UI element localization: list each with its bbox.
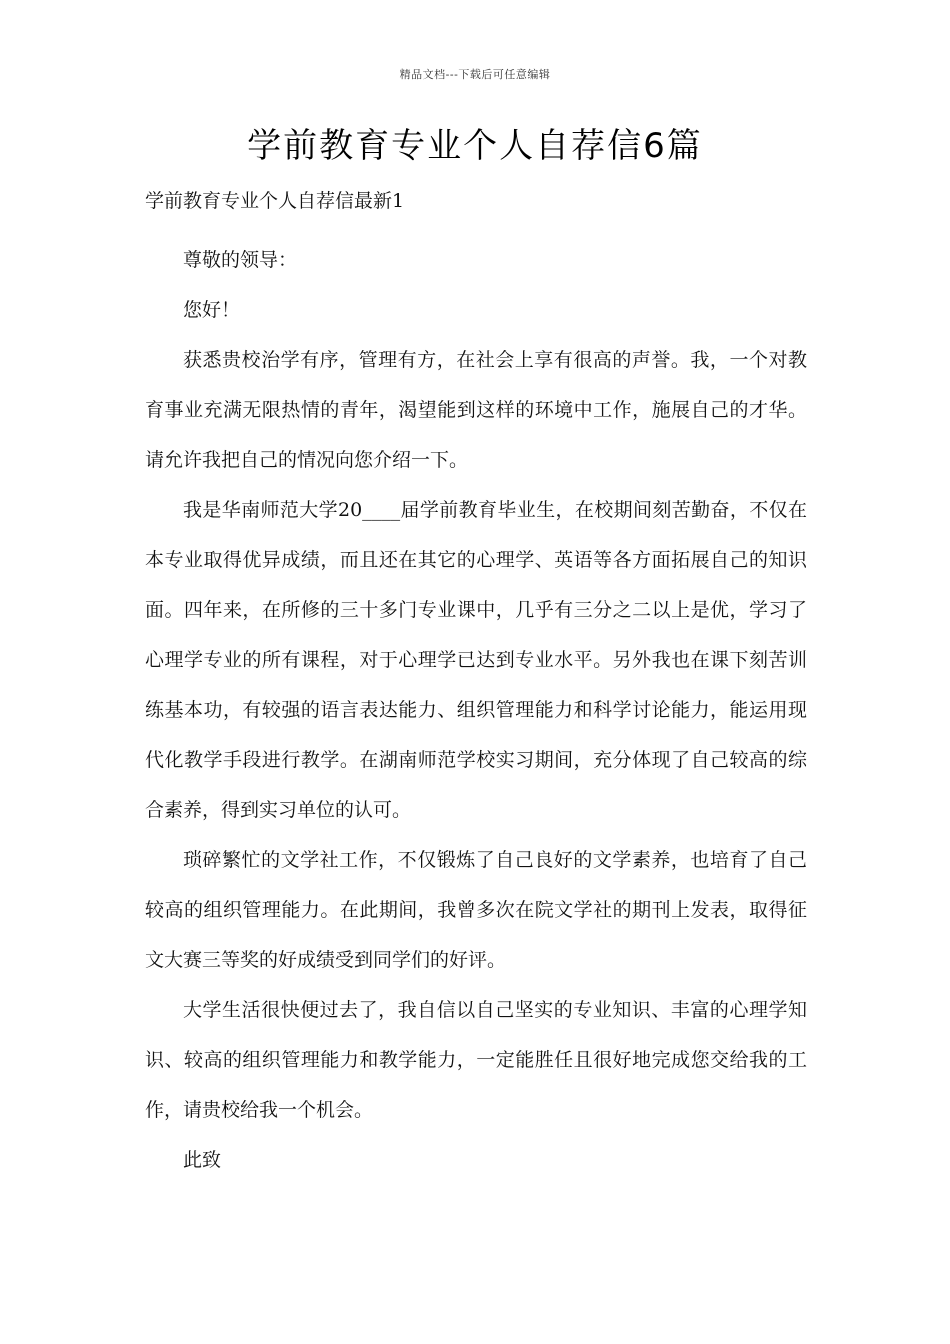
salutation: 您好！ <box>183 299 241 321</box>
document-title: 学前教育专业个人自荐信6篇 <box>247 126 703 166</box>
paragraph-conclusion: 大学生活很快便过去了，我自信以自己坚实的专业知识、丰富的心理学知识、较高的组织管理能力和教学能力，一定能胜任且很好地完成您交给我的工作，请贵校给我一个机会。 <box>145 999 807 1121</box>
closing: 此致 <box>183 1149 222 1171</box>
greeting: 尊敬的领导： <box>183 249 298 271</box>
header-note: 精品文档---下载后可任意编辑 <box>399 68 551 81</box>
letter-body <box>145 235 807 1185</box>
document-subtitle: 学前教育专业个人自荐信最新1 <box>145 190 405 212</box>
paragraph-education: 我是华南师范大学20____届学前教育毕业生，在校期间刻苦勤奋，不仅在本专业取得优异成绩，而且还在其它的心理学、英语等各方面拓展自己的知识面。四年来，在所修的三十多门专业课中，几乎有三分之二以上是优，学习了心理学专业的所有课程，对于心理学已达到专业水平。另外我也在课下刻苦训练基本功，有较强的语言表达能力、组织管理能力和科学讨论能力，能运用现代化教学手段进行教学。在湖南师范学校实习期间，充分体现了自己较高的综合素养，得到实习单位的认可。 <box>145 499 807 821</box>
paragraph-literary-club: 琐碎繁忙的文学社工作，不仅锻炼了自己良好的文学素养，也培育了自己较高的组织管理能力。在此期间，我曾多次在院文学社的期刊上发表，取得征文大赛三等奖的好成绩受到同学们的好评。 <box>145 849 807 971</box>
paragraph-intro: 获悉贵校治学有序，管理有方，在社会上享有很高的声誉。我，一个对教育事业充满无限热情的青年，渴望能到这样的环境中工作，施展自己的才华。请允许我把自己的情况向您介绍一下。 <box>145 349 807 471</box>
